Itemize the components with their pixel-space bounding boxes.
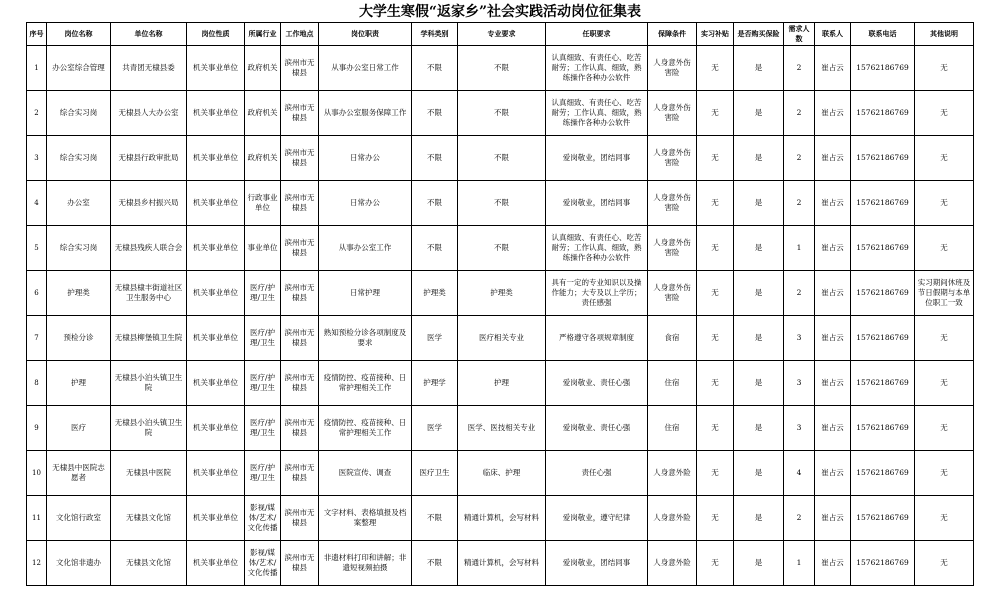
table-cell: 无棣县中医院志愿者 [47,451,111,496]
table-cell: 无 [915,451,974,496]
table-cell: 无 [915,91,974,136]
table-cell: 熟知预检分诊各项制度及要求 [319,316,412,361]
table-row [27,226,974,271]
table-cell: 不限 [412,541,458,586]
table-cell: 崔占云 [815,406,851,451]
column-header: 专业要求 [458,23,546,46]
table-cell: 无 [697,496,734,541]
table-cell: 是 [734,496,784,541]
table-cell: 1 [784,226,815,271]
table-cell: 无 [915,181,974,226]
table-cell: 护理 [458,361,546,406]
table-cell: 政府机关 [245,136,281,181]
table-row [27,541,974,586]
table-header [27,23,974,46]
table-cell: 事业单位 [245,226,281,271]
table-cell: 机关事业单位 [187,451,245,496]
table-row [27,451,974,496]
table-cell: 2 [784,271,815,316]
table-cell: 不限 [412,136,458,181]
table-cell: 3 [784,316,815,361]
table-cell: 从事办公室工作 [319,226,412,271]
column-header: 岗位性质 [187,23,245,46]
column-header: 联系人 [815,23,851,46]
table-cell: 是 [734,46,784,91]
table-cell: 人身意外伤害险 [648,226,697,271]
table-cell: 从事办公室日常工作 [319,46,412,91]
table-cell: 崔占云 [815,451,851,496]
table-cell: 滨州市无棣县 [281,361,319,406]
table-cell: 无棣县棣丰街道社区卫生服务中心 [111,271,187,316]
table-cell: 无 [915,541,974,586]
table-cell: 疫情防控、疫苗接种、日常护理相关工作 [319,406,412,451]
job-posting-table [26,22,974,586]
table-cell: 4 [784,451,815,496]
column-header: 所属行业 [245,23,281,46]
table-cell: 滨州市无棣县 [281,316,319,361]
table-cell: 精通计算机，会写材料 [458,541,546,586]
table-cell: 滨州市无棣县 [281,496,319,541]
table-cell: 无 [697,451,734,496]
table-cell: 无 [697,541,734,586]
table-cell: 无棣县文化馆 [111,541,187,586]
column-header: 学科类别 [412,23,458,46]
row-number-cell: 6 [27,271,47,316]
table-cell: 认真细致、有责任心、吃苦耐劳；工作认真、细致，熟练操作各种办公软件 [546,46,648,91]
table-cell: 15762186769 [851,136,915,181]
table-cell: 崔占云 [815,46,851,91]
table-cell: 滨州市无棣县 [281,406,319,451]
table-cell: 护理 [47,361,111,406]
table-cell: 无 [915,136,974,181]
table-row [27,496,974,541]
table-cell: 滨州市无棣县 [281,541,319,586]
table-cell: 人身意外险 [648,496,697,541]
table-cell: 无 [697,46,734,91]
table-cell: 机关事业单位 [187,46,245,91]
table-row [27,361,974,406]
table-cell: 不限 [458,181,546,226]
table-cell: 是 [734,406,784,451]
table-cell: 文化馆非遗办 [47,541,111,586]
table-cell: 机关事业单位 [187,316,245,361]
table-cell: 医疗/护理/卫生 [245,406,281,451]
table-cell: 爱岗敬业，遵守纪律 [546,496,648,541]
table-cell: 崔占云 [815,91,851,136]
table-cell: 无 [697,316,734,361]
table-cell: 影视/媒体/艺术/文化传播 [245,496,281,541]
table-cell: 精通计算机，会写材料 [458,496,546,541]
header-row [27,23,974,46]
column-header: 任职要求 [546,23,648,46]
row-number-cell: 8 [27,361,47,406]
table-cell: 爱岗敬业，团结同事 [546,181,648,226]
table-cell: 崔占云 [815,226,851,271]
table-cell: 食宿 [648,316,697,361]
table-cell: 15762186769 [851,541,915,586]
table-cell: 15762186769 [851,181,915,226]
table-row [27,406,974,451]
table-cell: 疫情防控、疫苗接种、日常护理相关工作 [319,361,412,406]
table-cell: 不限 [458,91,546,136]
table-cell: 医学 [412,406,458,451]
table-cell: 是 [734,226,784,271]
table-cell: 2 [784,46,815,91]
table-cell: 文字材料、表格填报及档案整理 [319,496,412,541]
column-header: 联系电话 [851,23,915,46]
table-cell: 15762186769 [851,91,915,136]
table-cell: 崔占云 [815,496,851,541]
table-cell: 滨州市无棣县 [281,226,319,271]
table-cell: 滨州市无棣县 [281,91,319,136]
table-cell: 不限 [458,46,546,91]
table-cell: 2 [784,136,815,181]
table-cell: 住宿 [648,406,697,451]
table-cell: 是 [734,91,784,136]
table-cell: 影视/媒体/艺术/文化传播 [245,541,281,586]
table-cell: 人身意外伤害险 [648,46,697,91]
table-cell: 15762186769 [851,316,915,361]
table-cell: 爱岗敬业，团结同事 [546,136,648,181]
row-number-cell: 12 [27,541,47,586]
table-cell: 15762186769 [851,361,915,406]
table-cell: 是 [734,541,784,586]
table-cell: 爱岗敬业、责任心强 [546,406,648,451]
table-cell: 2 [784,496,815,541]
table-cell: 机关事业单位 [187,181,245,226]
table-cell: 滨州市无棣县 [281,46,319,91]
table-cell: 办公室 [47,181,111,226]
table-cell: 无 [915,226,974,271]
table-cell: 15762186769 [851,46,915,91]
table-cell: 不限 [412,496,458,541]
table-cell: 预检分诊 [47,316,111,361]
table-cell: 无棣县残疾人联合会 [111,226,187,271]
row-number-cell: 10 [27,451,47,496]
table-row [27,136,974,181]
column-header: 实习补贴 [697,23,734,46]
table-row [27,91,974,136]
column-header: 需求人数 [784,23,815,46]
table-cell: 机关事业单位 [187,361,245,406]
table-cell: 滨州市无棣县 [281,271,319,316]
table-cell: 滨州市无棣县 [281,181,319,226]
table-cell: 是 [734,136,784,181]
table-cell: 机关事业单位 [187,136,245,181]
table-cell: 人身意外伤害险 [648,181,697,226]
table-cell: 责任心强 [546,451,648,496]
table-cell: 崔占云 [815,271,851,316]
column-header: 工作地点 [281,23,319,46]
table-cell: 护理类 [412,271,458,316]
table-cell: 无 [697,226,734,271]
table-cell: 护理学 [412,361,458,406]
table-cell: 无 [915,361,974,406]
table-cell: 护理类 [47,271,111,316]
table-cell: 日常护理 [319,271,412,316]
table-cell: 医疗/护理/卫生 [245,361,281,406]
table-cell: 医疗卫生 [412,451,458,496]
row-number-cell: 4 [27,181,47,226]
table-cell: 日常办公 [319,136,412,181]
table-row [27,271,974,316]
table-cell: 无棣县小泊头镇卫生院 [111,361,187,406]
column-header: 岗位名称 [47,23,111,46]
table-cell: 机关事业单位 [187,406,245,451]
table-cell: 3 [784,406,815,451]
table-cell: 爱岗敬业，团结同事 [546,541,648,586]
table-cell: 15762186769 [851,226,915,271]
row-number-cell: 9 [27,406,47,451]
table-cell: 临床、护理 [458,451,546,496]
table-cell: 文化馆行政室 [47,496,111,541]
table-cell: 非遗材料打印和讲解；非遗短视频拍摄 [319,541,412,586]
row-number-cell: 7 [27,316,47,361]
table-cell: 滨州市无棣县 [281,136,319,181]
table-cell: 滨州市无棣县 [281,451,319,496]
table-cell: 无 [697,136,734,181]
table-cell: 认真细致、有责任心、吃苦耐劳；工作认真、细致，熟练操作各种办公软件 [546,226,648,271]
table-cell: 15762186769 [851,451,915,496]
row-number-cell: 1 [27,46,47,91]
table-cell: 15762186769 [851,271,915,316]
table-cell: 机关事业单位 [187,496,245,541]
table-cell: 是 [734,271,784,316]
table-cell: 崔占云 [815,361,851,406]
column-header: 是否购买保险 [734,23,784,46]
table-cell: 医疗相关专业 [458,316,546,361]
table-cell: 共青团无棣县委 [111,46,187,91]
table-cell: 住宿 [648,361,697,406]
table-cell: 医疗/护理/卫生 [245,316,281,361]
table-cell: 人身意外伤害险 [648,271,697,316]
table-cell: 15762186769 [851,406,915,451]
table-cell: 无棣县柳堡镇卫生院 [111,316,187,361]
table-cell: 不限 [412,46,458,91]
table-cell: 医学 [412,316,458,361]
table-cell: 崔占云 [815,541,851,586]
table-cell: 无 [915,496,974,541]
table-cell: 不限 [412,226,458,271]
table-cell: 无棣县乡村振兴局 [111,181,187,226]
table-cell: 崔占云 [815,316,851,361]
table-cell: 不限 [458,226,546,271]
table-cell: 无 [697,91,734,136]
table-cell: 人身意外伤害险 [648,91,697,136]
table-row [27,46,974,91]
table-cell: 不限 [412,181,458,226]
table-cell: 认真细致、有责任心、吃苦耐劳；工作认真、细致，熟练操作各种办公软件 [546,91,648,136]
row-number-cell: 3 [27,136,47,181]
table-row [27,181,974,226]
table-cell: 3 [784,361,815,406]
table-cell: 无 [915,46,974,91]
table-cell: 无棣县中医院 [111,451,187,496]
row-number-cell: 2 [27,91,47,136]
table-cell: 医疗 [47,406,111,451]
table-cell: 人身意外险 [648,451,697,496]
table-cell: 综合实习岗 [47,226,111,271]
table-cell: 不限 [412,91,458,136]
table-cell: 无棣县人大办公室 [111,91,187,136]
column-header: 岗位职责 [319,23,412,46]
table-cell: 医疗/护理/卫生 [245,271,281,316]
column-header: 其他说明 [915,23,974,46]
table-cell: 机关事业单位 [187,226,245,271]
table-cell: 医学、医技相关专业 [458,406,546,451]
table-cell: 无 [697,361,734,406]
table-cell: 崔占云 [815,136,851,181]
table-cell: 2 [784,91,815,136]
table-cell: 护理类 [458,271,546,316]
table-cell: 是 [734,181,784,226]
table-cell: 是 [734,451,784,496]
table-cell: 无棣县小泊头镇卫生院 [111,406,187,451]
table-cell: 具有一定的专业知识以及操作能力；大专及以上学历；责任感强 [546,271,648,316]
column-header: 单位名称 [111,23,187,46]
table-cell: 无棣县行政审批局 [111,136,187,181]
table-cell: 医疗/护理/卫生 [245,451,281,496]
table-cell: 不限 [458,136,546,181]
table-cell: 2 [784,181,815,226]
page-title: 大学生寒假“返家乡”社会实践活动岗位征集表 [358,4,642,20]
table-cell: 从事办公室服务保障工作 [319,91,412,136]
row-number-cell: 5 [27,226,47,271]
table-cell: 无 [915,316,974,361]
table-cell: 机关事业单位 [187,91,245,136]
row-number-cell: 11 [27,496,47,541]
table-cell: 办公室综合管理 [47,46,111,91]
table-cell: 人身意外险 [648,541,697,586]
table-cell: 无 [697,271,734,316]
table-row [27,316,974,361]
table-cell: 是 [734,361,784,406]
table-cell: 无 [697,181,734,226]
table-cell: 15762186769 [851,496,915,541]
column-header: 保障条件 [648,23,697,46]
table-cell: 无 [915,406,974,451]
table-cell: 机关事业单位 [187,541,245,586]
table-cell: 人身意外伤害险 [648,136,697,181]
table-cell: 行政事业单位 [245,181,281,226]
table-cell: 崔占云 [815,181,851,226]
table-cell: 医院宣传、调查 [319,451,412,496]
table-cell: 日常办公 [319,181,412,226]
table-cell: 是 [734,316,784,361]
table-cell: 严格遵守各项规章制度 [546,316,648,361]
table-cell: 1 [784,541,815,586]
table-cell: 无棣县文化馆 [111,496,187,541]
table-cell: 政府机关 [245,91,281,136]
table-cell: 综合实习岗 [47,91,111,136]
column-header: 序号 [27,23,47,46]
table-cell: 综合实习岗 [47,136,111,181]
table-body [27,46,974,586]
table-cell: 实习期间休班及节日假期与本单位职工一致 [915,271,974,316]
table-cell: 爱岗敬业、责任心强 [546,361,648,406]
table-cell: 机关事业单位 [187,271,245,316]
table-cell: 无 [697,406,734,451]
table-cell: 政府机关 [245,46,281,91]
